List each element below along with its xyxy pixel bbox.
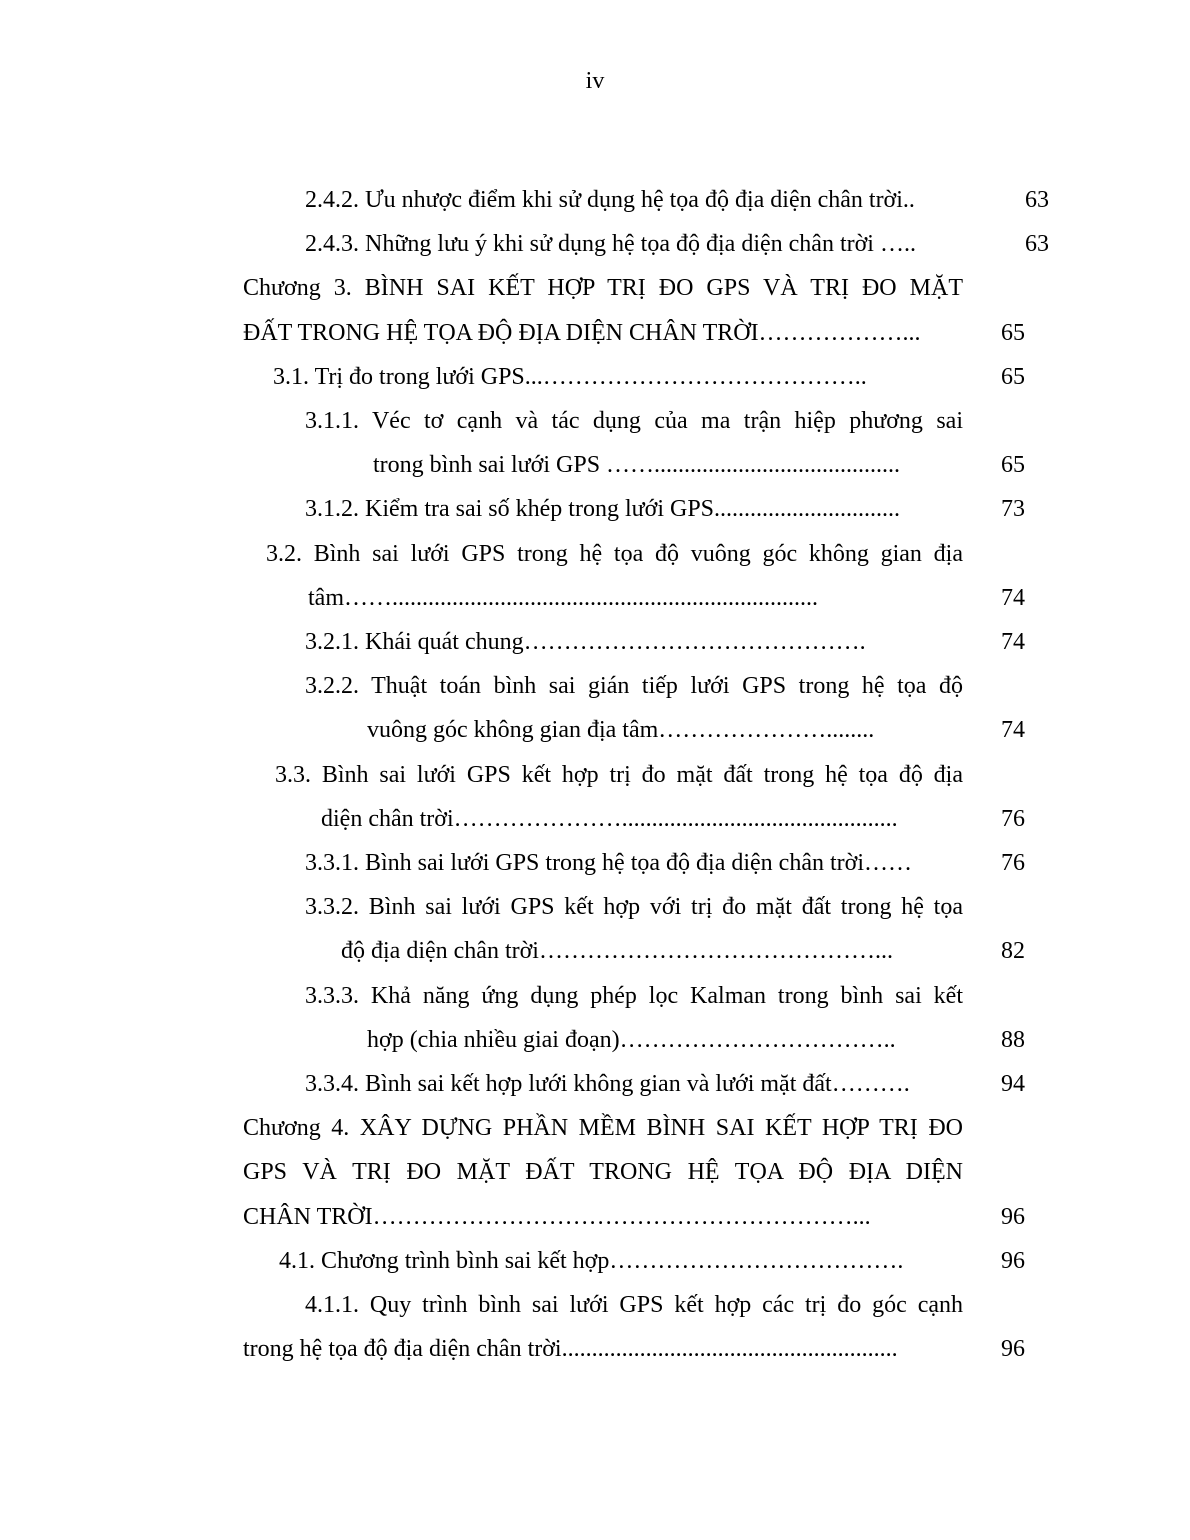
toc-entry-chapter-4-line-2[interactable] <box>243 1150 1025 1194</box>
toc-entry-3-3-3-line-1[interactable] <box>243 974 1025 1018</box>
toc-entry-title: 3.2.1. Khái quát chung……………………………………. <box>305 629 866 656</box>
toc-entry-page: 96 <box>1001 1247 1025 1274</box>
toc-entry-title: 3.3. Bình sai lưới GPS kết hợp trị đo mặt đất trong hệ tọa độ địa <box>275 761 963 788</box>
toc-entry-title: diện chân trời………………….............................................. <box>321 805 898 832</box>
toc-entry-3-3-2-line-2[interactable] <box>243 929 1025 973</box>
toc-entry-title: độ địa diện chân trời……………………………………... <box>341 938 893 965</box>
toc-entry-title: ĐẤT TRONG HỆ TỌA ĐỘ ĐỊA DIỆN CHÂN TRỜI………………... <box>243 319 921 346</box>
toc-entry-3-3-1[interactable] <box>243 841 1025 885</box>
toc-entry-page: 76 <box>1001 850 1025 877</box>
toc-entry-3-2-1[interactable] <box>243 620 1025 664</box>
toc-entry-2-4-3[interactable] <box>243 222 1049 266</box>
toc-entry-page: 74 <box>1001 629 1025 656</box>
toc-entry-3-2-2-line-1[interactable] <box>243 664 1025 708</box>
toc-entry-3-1-1-line-1[interactable] <box>243 399 1025 443</box>
toc-entry-page: 65 <box>1001 319 1025 346</box>
toc-entry-3-3-line-2[interactable] <box>243 797 1025 841</box>
toc-entry-4-1-1-line-1[interactable] <box>243 1283 1025 1327</box>
toc-entry-page: 65 <box>1001 452 1025 479</box>
toc-entry-3-1-2[interactable] <box>243 487 1025 531</box>
toc-entry-title: Chương 3. BÌNH SAI KẾT HỢP TRỊ ĐO GPS VÀ TRỊ ĐO MẶT <box>243 275 963 302</box>
toc-entry-2-4-2[interactable] <box>243 178 1049 222</box>
toc-entry-title: 3.3.4. Bình sai kết hợp lưới không gian và lưới mặt đất………. <box>305 1071 910 1098</box>
toc-entry-title: Chương 4. XÂY DỰNG PHẦN MỀM BÌNH SAI KẾT HỢP TRỊ ĐO <box>243 1115 963 1142</box>
toc-entry-3-1[interactable] <box>243 355 1025 399</box>
toc-entry-title: 2.4.3. Những lưu ý khi sử dụng hệ tọa độ địa diện chân trời ….. <box>305 231 916 258</box>
toc-entry-title: trong bình sai lưới GPS ……......................................... <box>373 452 901 479</box>
toc-entry-page: 63 <box>1025 231 1049 258</box>
toc-entry-page: 74 <box>1001 717 1025 744</box>
toc-entry-4-1[interactable] <box>243 1239 1025 1283</box>
page-number: iv <box>585 68 605 94</box>
toc-entry-title: 4.1.1. Quy trình bình sai lưới GPS kết hợp các trị đo góc cạnh <box>305 1292 963 1319</box>
toc-entry-title: 4.1. Chương trình bình sai kết hợp………………………………. <box>279 1247 904 1274</box>
toc-entry-3-2-2-line-2[interactable] <box>243 708 1025 752</box>
toc-entry-title: 3.1.1. Véc tơ cạnh và tác dụng của ma trận hiệp phương sai <box>305 408 963 435</box>
toc-entry-title: tâm……....................................................................... <box>308 584 818 611</box>
toc-entry-3-2-line-2[interactable] <box>243 576 1025 620</box>
toc-entry-chapter-3-line-1[interactable] <box>243 266 1025 310</box>
toc-entry-3-3-4[interactable] <box>243 1062 1025 1106</box>
toc-entry-page: 73 <box>1001 496 1025 523</box>
toc-entry-3-3-line-1[interactable] <box>243 753 1025 797</box>
toc-entry-title: GPS VÀ TRỊ ĐO MẶT ĐẤT TRONG HỆ TỌA ĐỘ ĐỊA DIỆN <box>243 1159 963 1186</box>
toc-entry-title: 3.2. Bình sai lưới GPS trong hệ tọa độ vuông góc không gian địa <box>266 540 963 567</box>
toc-entry-title: 3.3.3. Khả năng ứng dụng phép lọc Kalman trong bình sai kết <box>305 982 963 1009</box>
toc-entry-page: 74 <box>1001 584 1025 611</box>
toc-entry-page: 63 <box>1025 187 1049 213</box>
toc-entry-3-2-line-1[interactable] <box>243 532 1025 576</box>
toc-entry-title: 3.3.2. Bình sai lưới GPS kết hợp với trị đo mặt đất trong hệ tọa <box>305 894 963 921</box>
toc-entry-page: 65 <box>1001 363 1025 390</box>
toc-entry-title: vuông góc không gian địa tâm…………………........ <box>367 717 875 744</box>
toc-entry-title: CHÂN TRỜI……………………………………………………... <box>243 1203 871 1230</box>
toc-entry-page: 88 <box>1001 1026 1025 1053</box>
toc-entry-page: 96 <box>1001 1203 1025 1230</box>
toc-entry-page: 82 <box>1001 938 1025 965</box>
toc-entry-title: 3.1. Trị đo trong lưới GPS...………………………………….. <box>273 363 867 390</box>
toc-entry-title: 3.3.1. Bình sai lưới GPS trong hệ tọa độ địa diện chân trời…… <box>305 850 912 877</box>
toc-entry-title: trong hệ tọa độ địa diện chân trời........................................................ <box>243 1336 898 1363</box>
toc-entry-4-1-1-line-2[interactable] <box>243 1327 1025 1371</box>
toc-entry-chapter-4-line-3[interactable] <box>243 1195 1025 1239</box>
toc-entry-page: 94 <box>1001 1071 1025 1098</box>
toc-entry-title: 2.4.2. Ưu nhược điểm khi sử dụng hệ tọa độ địa diện chân trời.. <box>305 187 915 213</box>
toc-entry-title: 3.1.2. Kiểm tra sai số khép trong lưới GPS............................... <box>305 496 901 523</box>
toc-entry-title: 3.2.2. Thuật toán bình sai gián tiếp lưới GPS trong hệ tọa độ <box>305 673 963 700</box>
toc-entry-chapter-3-line-2[interactable] <box>243 311 1025 355</box>
toc-entry-3-3-2-line-1[interactable] <box>243 885 1025 929</box>
toc-entry-page: 76 <box>1001 805 1025 832</box>
toc-entry-chapter-4-line-1[interactable] <box>243 1106 1025 1150</box>
toc-entry-3-1-1-line-2[interactable] <box>243 443 1025 487</box>
toc-entry-title: hợp (chia nhiều giai đoạn)…………………………….. <box>367 1026 896 1053</box>
toc-entry-3-3-3-line-2[interactable] <box>243 1018 1025 1062</box>
toc-entry-page: 96 <box>1001 1336 1025 1363</box>
table-of-contents <box>243 178 1049 1371</box>
